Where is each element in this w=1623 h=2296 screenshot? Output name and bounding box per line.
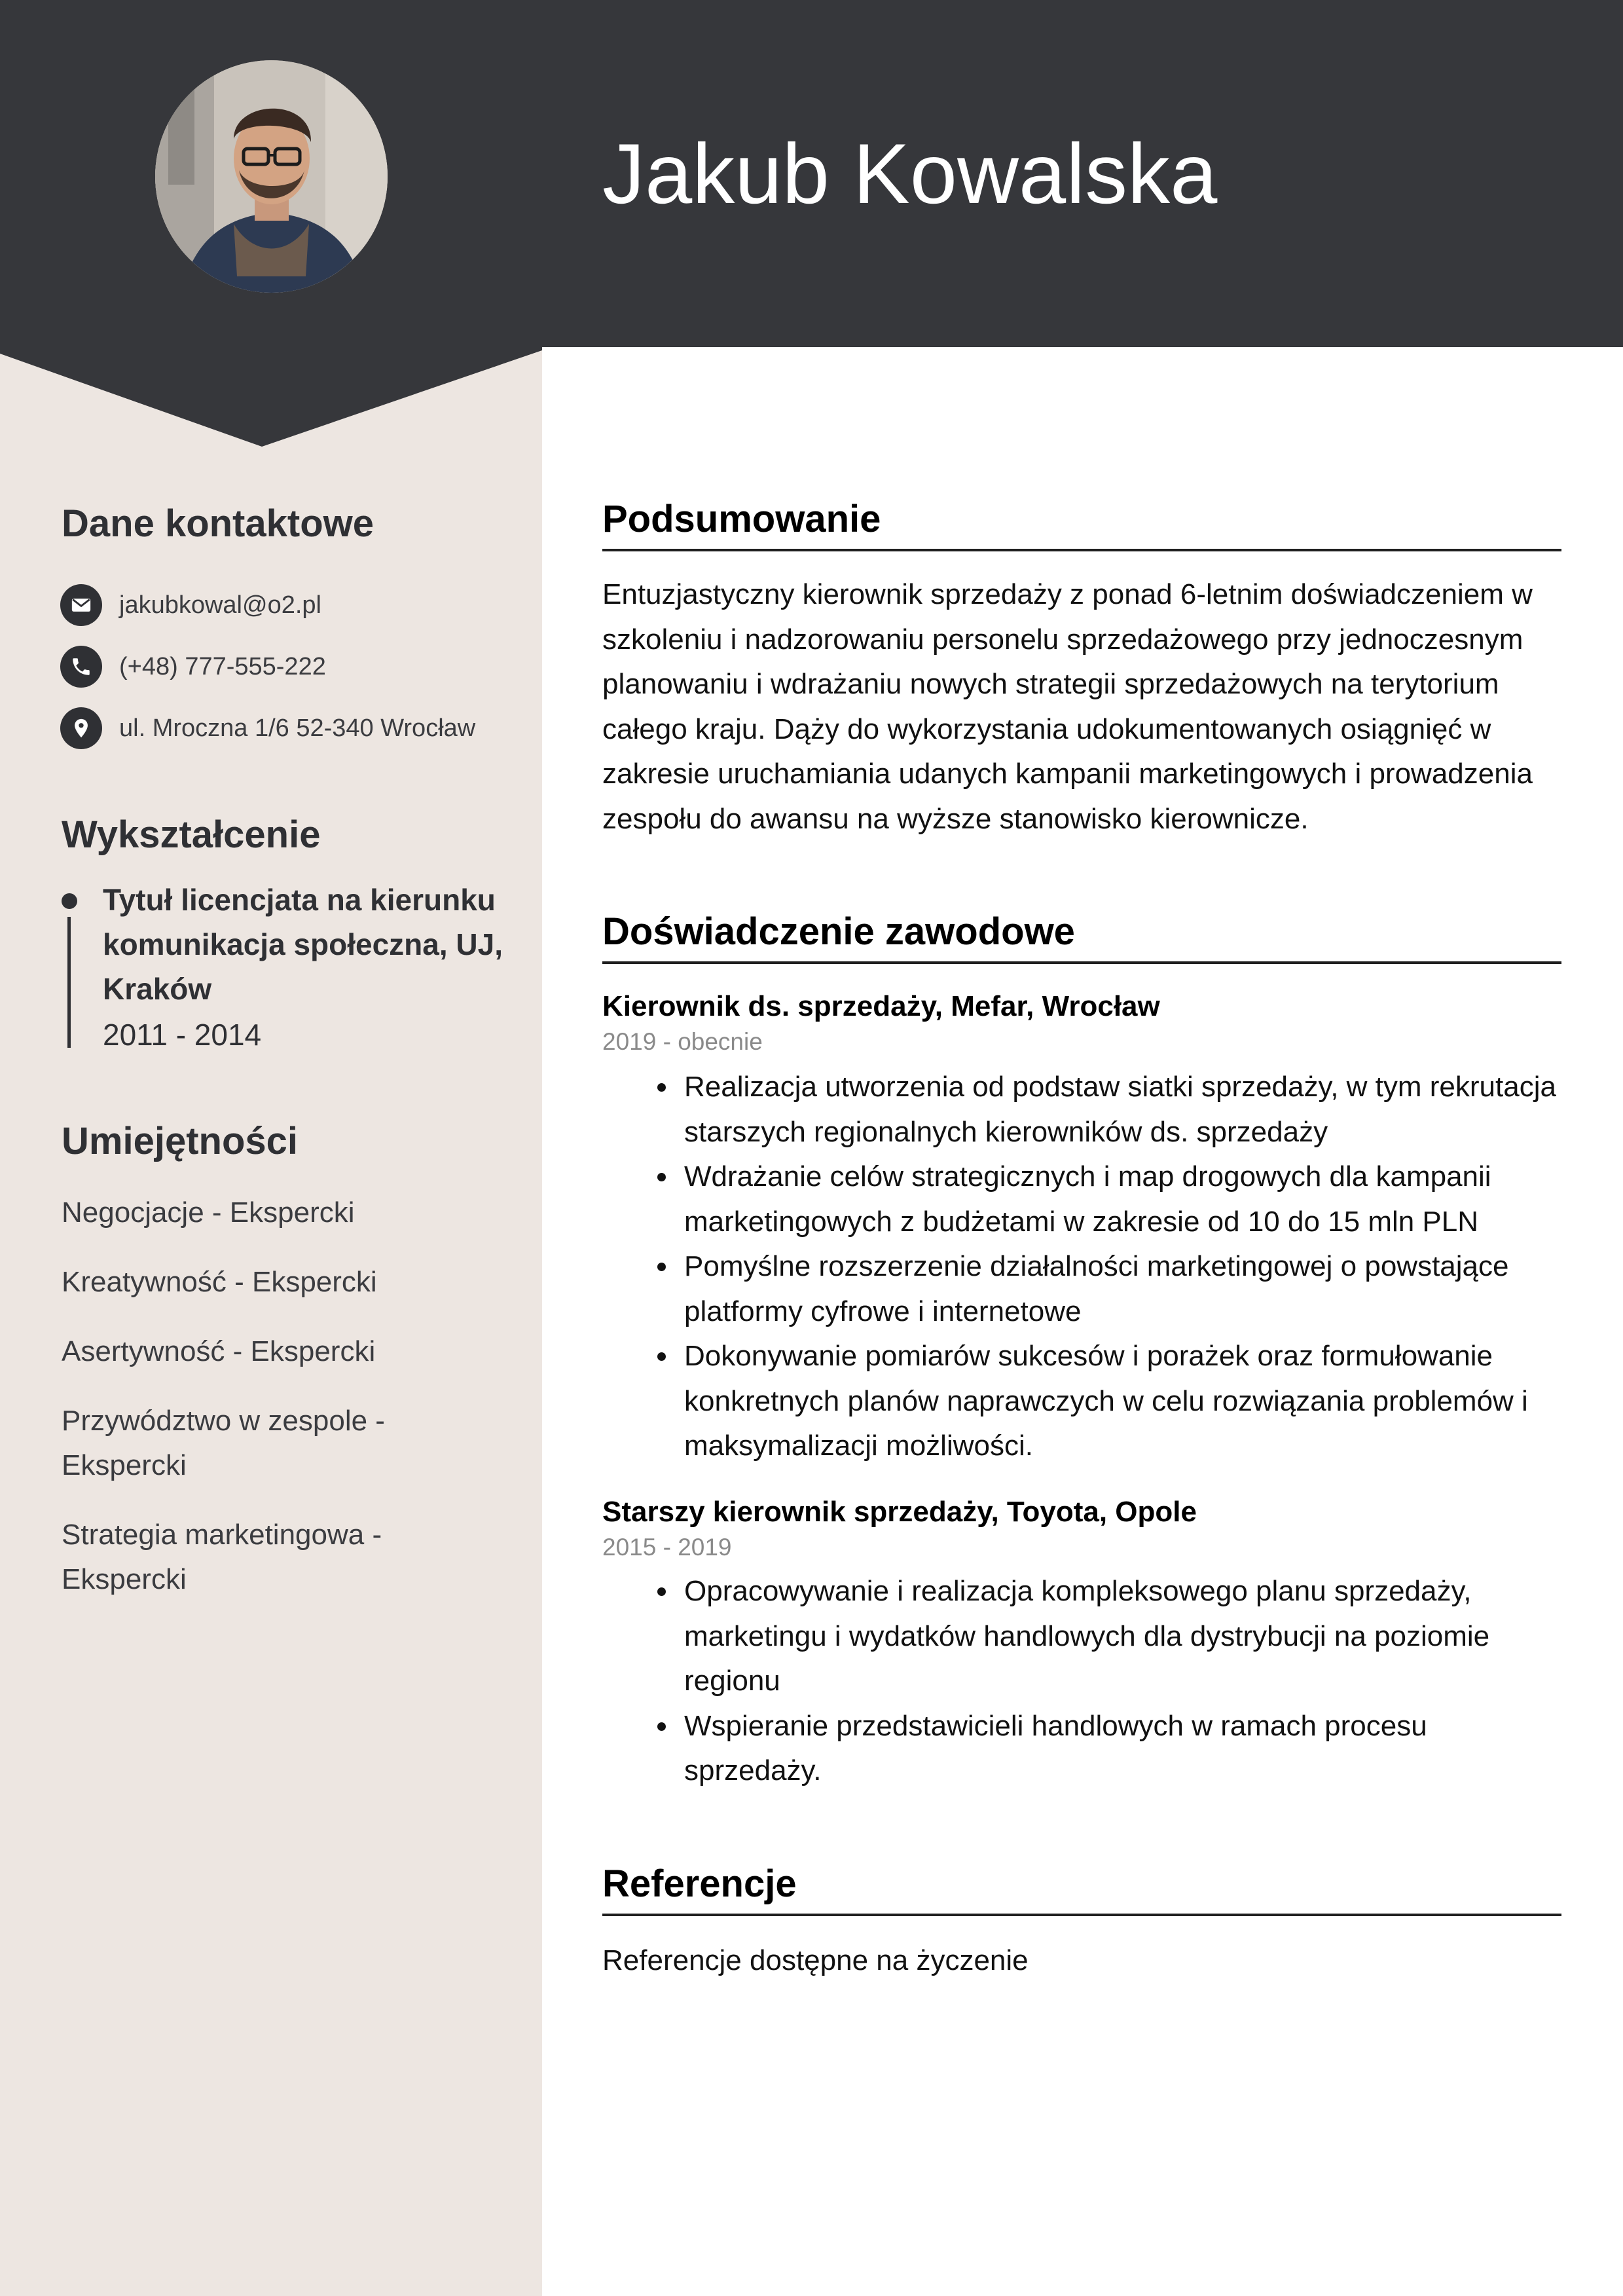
timeline-line bbox=[67, 917, 71, 1048]
header-chevron bbox=[0, 341, 542, 449]
list-item: Wspieranie przedstawicieli handlowych w ramach procesu sprzedaży. bbox=[684, 1704, 1561, 1794]
summary-divider bbox=[602, 549, 1561, 551]
experience-divider bbox=[602, 961, 1561, 964]
list-item: Realizacja utworzenia od podstaw siatki sprzedaży, w tym rekrutacja starszych regionalnych kierowników ds. sprzedaży bbox=[684, 1065, 1561, 1155]
references-text: Referencje dostępne na życzenie bbox=[602, 1944, 1029, 1976]
job-dates: 2019 - obecnie bbox=[602, 1028, 763, 1055]
list-item: Dokonywanie pomiarów sukcesów i porażek oraz formułowanie konkretnych planów naprawczych w celu rozwiązania problemów i maksymalizacji możliwości. bbox=[684, 1334, 1561, 1469]
phone-icon bbox=[60, 646, 102, 688]
skill-item: Przywództwo w zespole - Ekspercki bbox=[62, 1405, 385, 1481]
job-dates: 2015 - 2019 bbox=[602, 1534, 732, 1561]
list-item: Pomyślne rozszerzenie działalności marketingowej o powstające platformy cyfrowe i internetowe bbox=[684, 1244, 1561, 1334]
job-bullets bbox=[684, 1569, 1561, 1794]
education-heading: Wykształcenie bbox=[62, 813, 321, 856]
job-title: Kierownik ds. sprzedaży, Mefar, Wrocław bbox=[602, 990, 1160, 1022]
skill-item: Asertywność - Ekspercki bbox=[62, 1335, 376, 1367]
experience-heading: Doświadczenie zawodowe bbox=[602, 910, 1075, 953]
contact-phone-text: (+48) 777-555-222 bbox=[119, 652, 326, 680]
timeline-dot bbox=[62, 893, 77, 909]
job-bullets bbox=[684, 1065, 1561, 1469]
contact-address-text: ul. Mroczna 1/6 52-340 Wrocław bbox=[119, 714, 476, 742]
contact-address bbox=[60, 707, 475, 749]
avatar bbox=[155, 60, 388, 293]
portrait-photo bbox=[155, 60, 388, 293]
skill-item: Negocjacje - Ekspercki bbox=[62, 1196, 355, 1229]
job-title: Starszy kierownik sprzedaży, Toyota, Opole bbox=[602, 1496, 1197, 1528]
contact-phone bbox=[60, 646, 326, 688]
references-heading: Referencje bbox=[602, 1862, 797, 1905]
references-divider bbox=[602, 1914, 1561, 1916]
list-item: Wdrażanie celów strategicznych i map drogowych dla kampanii marketingowych z budżetami w zakresie od 10 do 15 mln PLN bbox=[684, 1155, 1561, 1244]
contact-email-text: jakubkowal@o2.pl bbox=[119, 591, 321, 619]
skill-item: Kreatywność - Ekspercki bbox=[62, 1266, 377, 1298]
envelope-icon bbox=[60, 584, 102, 626]
list-item: Opracowywanie i realizacja kompleksowego planu sprzedaży, marketingu i wydatków handlowych dla dystrybucji na poziomie regionu bbox=[684, 1569, 1561, 1704]
education-degree: Tytuł licencjata na kierunku komunikacja społeczna, UJ, Kraków bbox=[103, 883, 503, 1006]
summary-heading: Podsumowanie bbox=[602, 498, 881, 540]
candidate-name: Jakub Kowalska bbox=[602, 126, 1218, 221]
summary-text: Entuzjastyczny kierownik sprzedaży z ponad 6-letnim doświadczeniem w szkoleniu i nadzorowaniu personelu sprzedażowego przy jednoczesnym planowaniu i wdrażaniu nowych strategii sprzedażowych na terytorium całego kraju. Dąży do wykorzystania udokumentowanych osiągnięć w zakresie uruchamiania udanych kampanii marketingowych i prowadzenia zespołu do awansu na wyższe stanowisko kierownicze. bbox=[602, 578, 1533, 835]
education-years: 2011 - 2014 bbox=[103, 1018, 262, 1052]
contact-email bbox=[60, 584, 321, 626]
location-pin-icon bbox=[60, 707, 102, 749]
skill-item: Strategia marketingowa - Ekspercki bbox=[62, 1519, 382, 1595]
contact-heading: Dane kontaktowe bbox=[62, 502, 374, 545]
skills-heading: Umiejętności bbox=[62, 1120, 298, 1162]
